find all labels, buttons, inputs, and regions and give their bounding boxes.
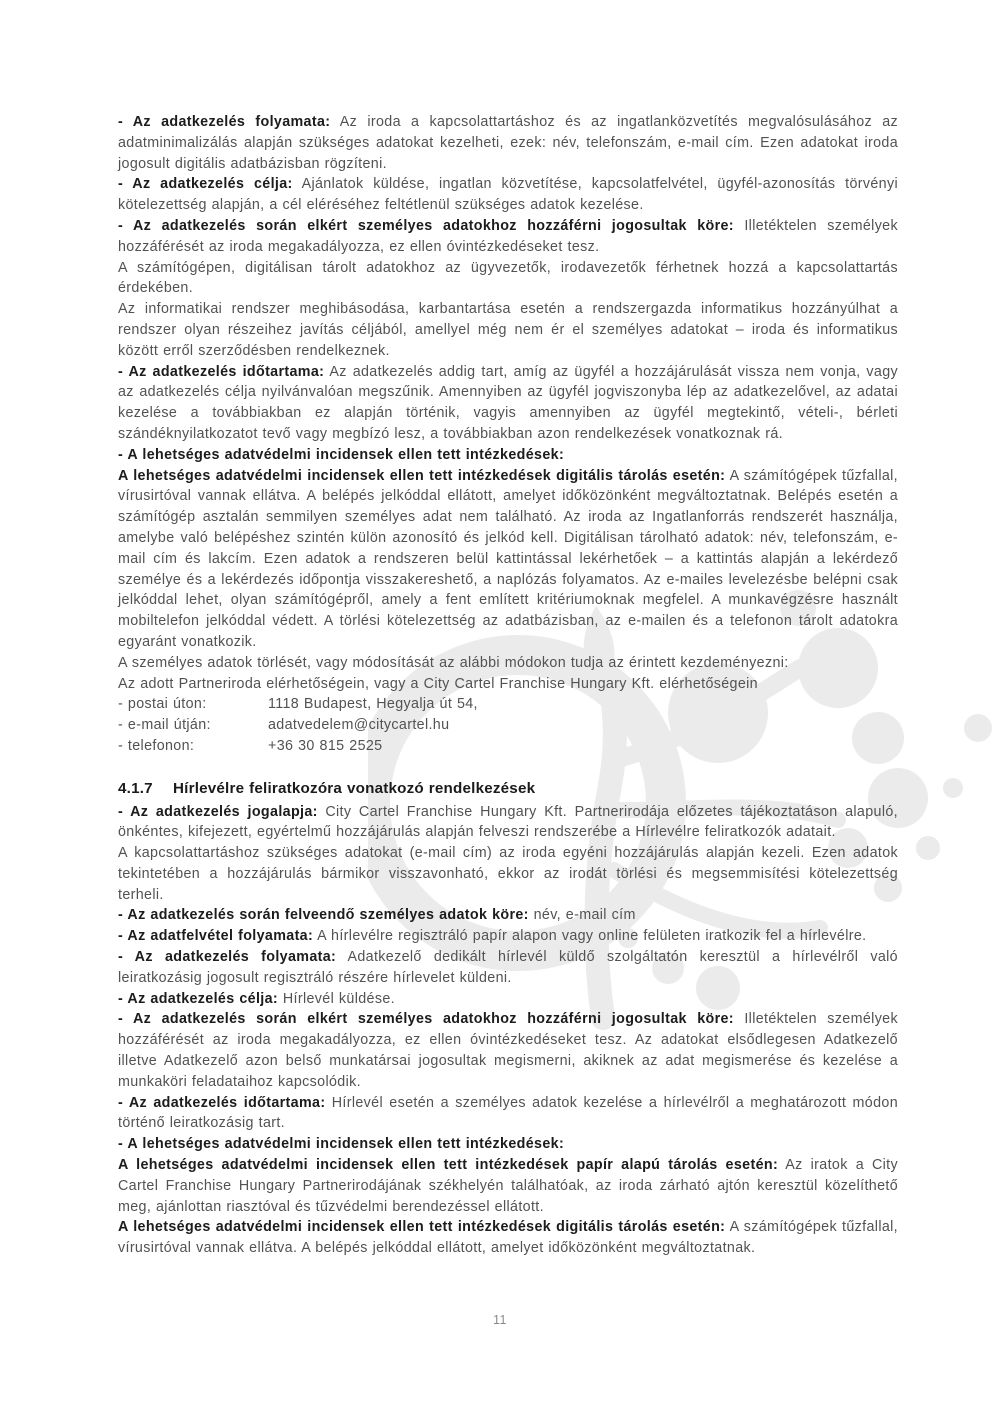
section-number: 4.1.7 [118, 779, 153, 797]
paragraph: A lehetséges adatvédelmi incidensek ellen tett intézkedések papír alapú tárolás esetén: Az iratok a City Cartel Franchise Hungary Partnerirodájának székhelyén találhatóak, az iroda zárható ajtón keresztül közelíthető meg, ajánlottan riasztóval és tűzvédelmi berendezéssel ellátott. [118, 1157, 898, 1215]
paragraph: - Az adatkezelés során elkért személyes adatokhoz hozzáférni jogosultak köre: Illetéktelen személyek hozzáférését az iroda megakadályozza, ez ellen óvintézkedéseket tesz. [118, 217, 898, 255]
section-title: Hírlevélre feliratkozóra vonatkozó rendelkezések [173, 779, 536, 797]
contact-label: - postai úton: [118, 696, 207, 713]
paragraph: A számítógépen, digitálisan tárolt adatokhoz az ügyvezetők, irodavezetők férhetnek hozzá a kapcsolattartás érdekében. [118, 259, 898, 297]
paragraph: Az adott Partneriroda elérhetőségein, vagy a City Cartel Franchise Hungary Kft. elérhetőségein [118, 675, 758, 692]
contact-label: - e-mail útján: [118, 717, 211, 734]
paragraph [118, 1134, 898, 1155]
paragraph-lead: - Az adatkezelés során elkért személyes adatokhoz hozzáférni jogosultak köre: [118, 1011, 734, 1028]
paragraph: - Az adatkezelés folyamata: Adatkezelő dedikált hírlevél küldő szolgáltatón keresztül a hírlevélről való leiratkozásig jogosult regisztráló részére hírlevelet küldeni. [118, 949, 898, 986]
paragraph: - Az adatkezelés időtartama: Hírlevél esetén a személyes adatok kezelése a hírlevélről a meghatározott módon történő leiratkozásig tart. [118, 1094, 898, 1132]
paragraph-lead: A lehetséges adatvédelmi incidensek ellen tett intézkedések digitális tárolás esetén: [118, 1219, 726, 1236]
paragraph-lead: - Az adatkezelés folyamata: [118, 949, 337, 966]
contact-label: - telefonon: [118, 737, 195, 754]
paragraph-lead: - Az adatkezelés során elkért személyes adatokhoz hozzáférni jogosultak köre: [118, 217, 734, 234]
paragraph: - Az adatkezelés során felveendő személyes adatok köre: név, e-mail cím [118, 907, 636, 924]
paragraph: - Az adatkezelés jogalapja: City Cartel Franchise Hungary Kft. Partnerirodája előzetes tájékoztatáson alapuló, önkéntes, kifejezett, egyértelmű hozzájárulás alapján felveszi rendszerébe a Hírlevélre feliratkozók adatait. [118, 803, 898, 841]
paragraph-lead: - Az adatkezelés folyamata: [118, 114, 331, 130]
section-heading [118, 779, 898, 800]
paragraph-lead: A lehetséges adatvédelmi incidensek ellen tett intézkedések digitális tárolás esetén: [118, 467, 726, 484]
paragraph-lead: - Az adatkezelés időtartama: [118, 1094, 326, 1111]
paragraph-lead: - Az adatkezelés célja: [118, 176, 293, 193]
paragraph-lead: - A lehetséges adatvédelmi incidensek ellen tett intézkedések: [118, 1136, 565, 1153]
paragraph: - Az adatfelvétel folyamata: A hírlevélre regisztráló papír alapon vagy online felületen iratkozik fel a hírlevélre. [118, 928, 867, 945]
contact-value: +36 30 815 2525 [268, 737, 383, 754]
page-number: 11 [493, 1313, 507, 1327]
paragraph: A személyes adatok törlését, vagy módosítását az alábbi módokon tudja az érintett kezdeményezni: [118, 654, 789, 671]
paragraph: A lehetséges adatvédelmi incidensek ellen tett intézkedések digitális tárolás esetén: A számítógépek tűzfallal, vírusirtóval vannak ellátva. A belépés jelkóddal ellátott, amelyet időközönként megváltoztatnak. Belépés esetén a számítógép asztalán semmilyen személyes adat nem található. Az iroda az Ingatlanforrás rendszerét használja, amelybe való belépéshez szintén külön azonosító és jelkód kell. Digitálisan tárolható adatok: név, telefonszám, e-mail cím és lakcím. Ezen adatok a rendszeren belül kattintással lekérhetőek – a kattintás alapján a lekérdező személye és a lekérdezés időpontja visszakereshető, a naplózás folyamatos. Az e-mailes levelezésbe belépni csak jelkóddal lehet, olyan számítógépről, amely a fent említett kritériumoknak megfelel. A munkavégzésre használt mobiltelefon jelkóddal védett. A törlési kötelezettség az adatbázisban, az e-mailen és a telefonon tárolt adatokra egyaránt vonatkozik. [118, 467, 898, 650]
paragraph: - Az adatkezelés célja: Ajánlatok küldése, ingatlan közvetítése, kapcsolatfelvétel, ügyfél-azonosítás törvényi kötelezettség alapján, a cél eléréséhez feltétlenül szükséges adatok kezelése. [118, 176, 898, 214]
paragraph-lead: - Az adatkezelés jogalapja: [118, 803, 318, 820]
paragraph: - Az adatkezelés célja: Hírlevél küldése. [118, 990, 395, 1007]
paragraph: Az informatikai rendszer meghibásodása, karbantartása esetén a rendszergazda informatikus hozzányúlhat a rendszer olyan részeihez javítás céljából, amellyel még nem ér el személyes adatokat – iroda és informatikus között erről szerződésben rendelkeznek. [118, 301, 898, 359]
paragraph [118, 445, 898, 466]
contact-row-postal [118, 694, 898, 715]
page-content [118, 112, 898, 1259]
paragraph: A lehetséges adatvédelmi incidensek ellen tett intézkedések digitális tárolás esetén: A számítógépek tűzfallal, vírusirtóval vannak ellátva. A belépés jelkóddal ellátott, amelyet időközönként megváltoztatnak. [118, 1219, 898, 1257]
paragraph: - Az adatkezelés folyamata: Az iroda a kapcsolattartáshoz és az ingatlanközvetítés megvalósulásához az adatminimalizálás alapján szükséges adatokat kezelheti, ezek: név, telefonszám, e-mail cím. Ezen adatokat iroda jogosult digitális adatbázisban rögzíteni. [118, 114, 898, 172]
paragraph-lead: - Az adatkezelés időtartama: [118, 363, 325, 380]
paragraph: - Az adatkezelés során elkért személyes adatokhoz hozzáférni jogosultak köre: Illetéktelen személyek hozzáférését az iroda megakadályozza, ez ellen óvintézkedéseket tesz. Az adatokat elsődlegesen Adatkezelő illetve Adatkezelő azon belső munkatársai jogosultak megismerni, akiknek az adat megismerése és kezelése a munkaköri feladataihoz kapcsolódik. [118, 1011, 898, 1090]
contact-value: adatvedelem@citycartel.hu [268, 717, 450, 734]
contact-value: 1118 Budapest, Hegyalja út 54, [268, 696, 478, 713]
paragraph: A kapcsolattartáshoz szükséges adatokat (e-mail cím) az iroda egyéni hozzájárulás alapján kezeli. Ezen adatok tekintetében a hozzájárulás bármikor visszavonható, ekkor az irodát törlési és megsemmisítési kötelezettség terheli. [118, 845, 898, 903]
contact-row-phone [118, 736, 898, 757]
paragraph-lead: - A lehetséges adatvédelmi incidensek ellen tett intézkedések: [118, 446, 565, 463]
contact-block [118, 694, 898, 756]
paragraph: - Az adatkezelés időtartama: Az adatkezelés addig tart, amíg az ügyfél a hozzájárulását vissza nem vonja, vagy az adatkezelés célja nyilvánvalóan megszűnik. Amennyiben az ügyfél jogviszonyba lép az adatkezelővel, az adatai kezelése a továbbiakban ez alapján történik, vagyis amennyiben az ügyfél megtekintő, vételi-, bérleti szándéknyilatkozatot tevő vagy megbízó lesz, a továbbiakban azon rendelkezések vonatkoznak rá. [118, 363, 899, 442]
section-paragraphs [118, 802, 898, 1260]
paragraph-lead: - Az adatfelvétel folyamata: [118, 928, 314, 945]
contact-row-email [118, 715, 898, 736]
paragraph-lead: - Az adatkezelés célja: [118, 990, 279, 1007]
intro-paragraphs [118, 112, 898, 694]
paragraph-lead: A lehetséges adatvédelmi incidensek ellen tett intézkedések papír alapú tárolás esetén: [118, 1157, 779, 1174]
paragraph-lead: - Az adatkezelés során felveendő személyes adatok köre: [118, 907, 529, 924]
